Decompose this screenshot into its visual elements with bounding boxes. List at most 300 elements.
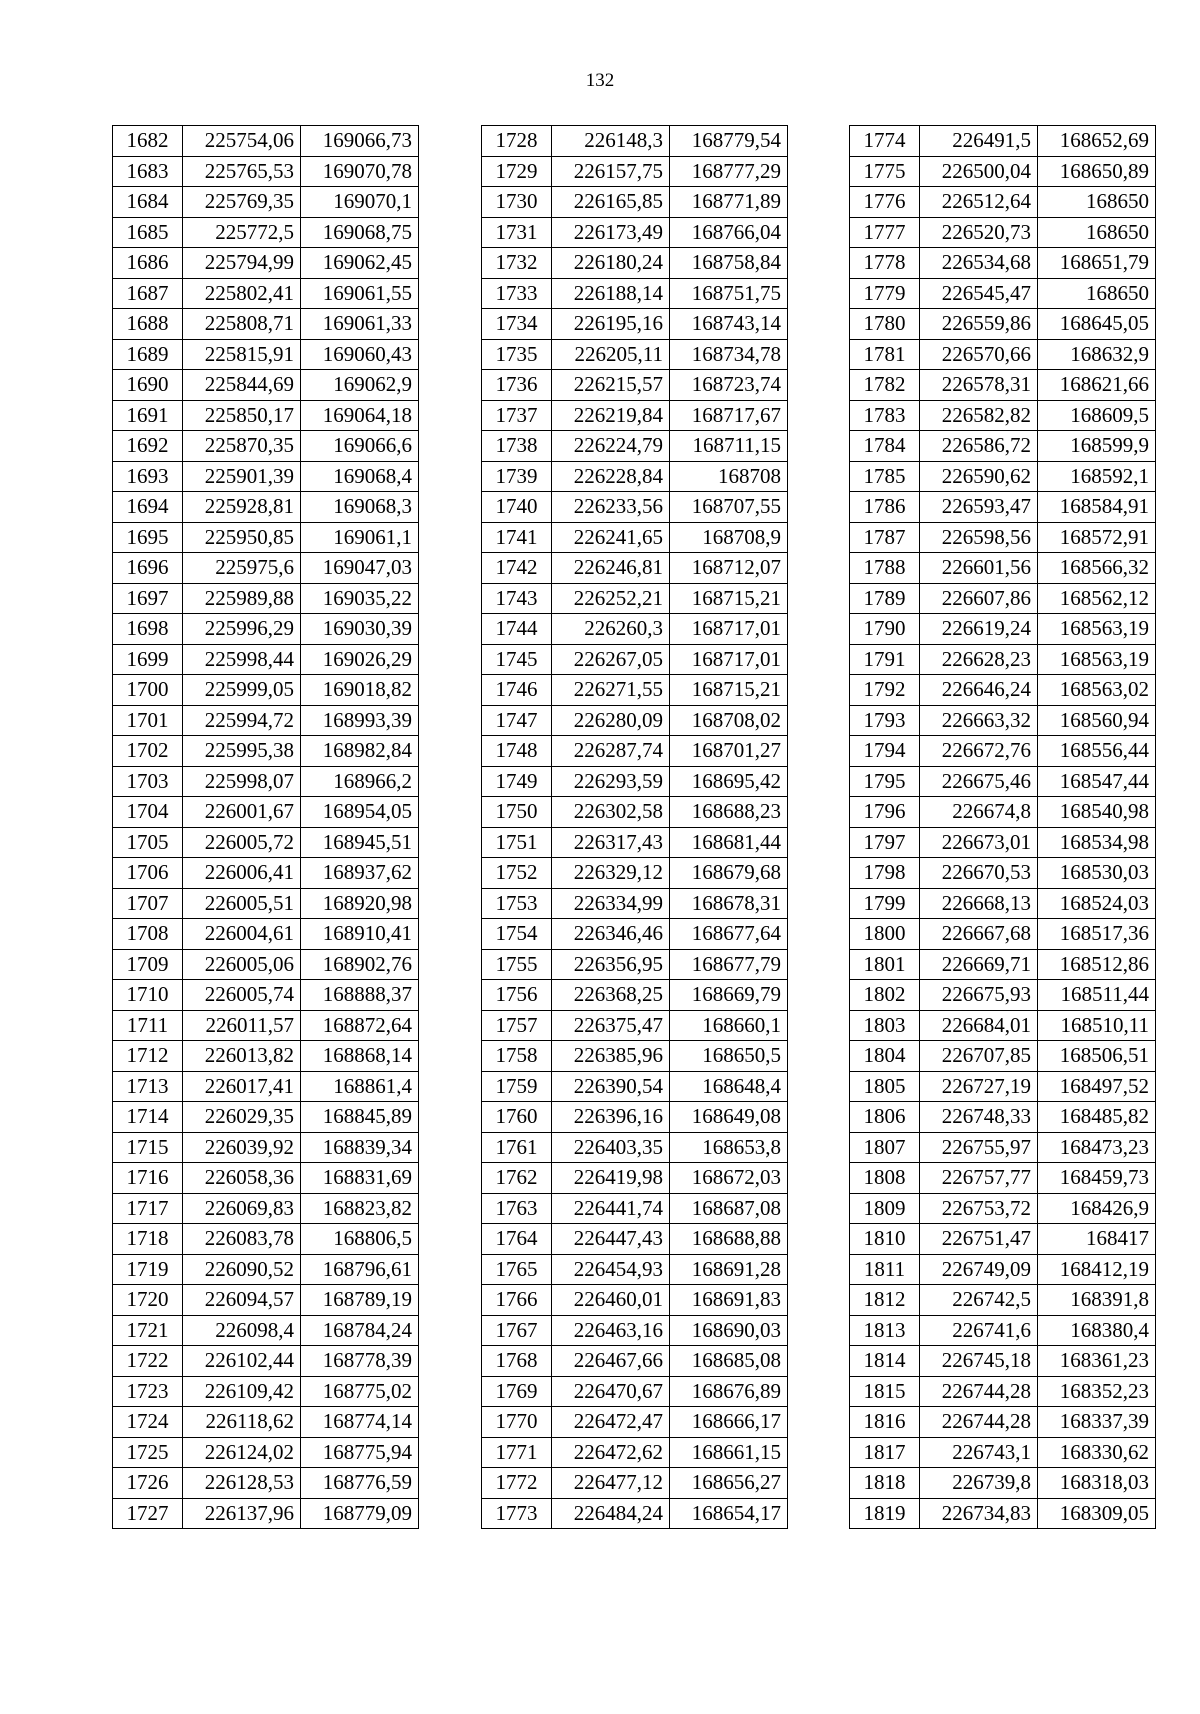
point-number-cell: 1798 (850, 858, 920, 889)
table-row (482, 248, 788, 279)
table-row (850, 1010, 1156, 1041)
y-coordinate-cell: 169064,18 (301, 400, 419, 431)
x-coordinate-cell: 225769,35 (183, 187, 301, 218)
y-coordinate-cell: 169062,9 (301, 370, 419, 401)
table-row (850, 553, 1156, 584)
y-coordinate-cell: 168650,5 (670, 1041, 788, 1072)
x-coordinate-cell: 226463,16 (552, 1315, 670, 1346)
x-coordinate-cell: 226755,97 (920, 1132, 1038, 1163)
point-number-cell: 1770 (482, 1407, 552, 1438)
table-row (482, 675, 788, 706)
point-number-cell: 1764 (482, 1224, 552, 1255)
table-row (113, 217, 419, 248)
y-coordinate-cell: 168775,94 (301, 1437, 419, 1468)
y-coordinate-cell: 168945,51 (301, 827, 419, 858)
x-coordinate-cell: 226590,62 (920, 461, 1038, 492)
x-coordinate-cell: 225975,6 (183, 553, 301, 584)
point-number-cell: 1714 (113, 1102, 183, 1133)
x-coordinate-cell: 226477,12 (552, 1468, 670, 1499)
point-number-cell: 1783 (850, 400, 920, 431)
x-coordinate-cell: 225989,88 (183, 583, 301, 614)
y-coordinate-cell: 168734,78 (670, 339, 788, 370)
y-coordinate-cell: 168497,52 (1038, 1071, 1156, 1102)
x-coordinate-cell: 226271,55 (552, 675, 670, 706)
point-number-cell: 1819 (850, 1498, 920, 1529)
y-coordinate-cell: 169035,22 (301, 583, 419, 614)
x-coordinate-cell: 226109,42 (183, 1376, 301, 1407)
table-row (482, 1468, 788, 1499)
x-coordinate-cell: 226751,47 (920, 1224, 1038, 1255)
point-number-cell: 1790 (850, 614, 920, 645)
point-number-cell: 1771 (482, 1437, 552, 1468)
table-row (850, 400, 1156, 431)
point-number-cell: 1722 (113, 1346, 183, 1377)
table-row (482, 705, 788, 736)
x-coordinate-cell: 226329,12 (552, 858, 670, 889)
x-coordinate-cell: 226460,01 (552, 1285, 670, 1316)
table-row (482, 1254, 788, 1285)
x-coordinate-cell: 226593,47 (920, 492, 1038, 523)
y-coordinate-cell: 168309,05 (1038, 1498, 1156, 1529)
y-coordinate-cell: 168717,67 (670, 400, 788, 431)
table-row (113, 675, 419, 706)
y-coordinate-cell: 168661,15 (670, 1437, 788, 1468)
table-row (113, 705, 419, 736)
x-coordinate-cell: 226667,68 (920, 919, 1038, 950)
point-number-cell: 1738 (482, 431, 552, 462)
x-coordinate-cell: 226118,62 (183, 1407, 301, 1438)
table-row (482, 492, 788, 523)
table-row (850, 126, 1156, 157)
table-row (113, 370, 419, 401)
point-number-cell: 1787 (850, 522, 920, 553)
x-coordinate-cell: 226241,65 (552, 522, 670, 553)
x-coordinate-cell: 225754,06 (183, 126, 301, 157)
point-number-cell: 1721 (113, 1315, 183, 1346)
table-row (113, 431, 419, 462)
table-row (482, 797, 788, 828)
point-number-cell: 1741 (482, 522, 552, 553)
y-coordinate-cell: 168459,73 (1038, 1163, 1156, 1194)
y-coordinate-cell: 168540,98 (1038, 797, 1156, 828)
y-coordinate-cell: 168774,14 (301, 1407, 419, 1438)
x-coordinate-cell: 225850,17 (183, 400, 301, 431)
table-row (113, 1437, 419, 1468)
x-coordinate-cell: 226619,24 (920, 614, 1038, 645)
point-number-cell: 1753 (482, 888, 552, 919)
table-row (482, 583, 788, 614)
point-number-cell: 1778 (850, 248, 920, 279)
x-coordinate-cell: 226006,41 (183, 858, 301, 889)
table-row (113, 1285, 419, 1316)
table-row (113, 1315, 419, 1346)
point-number-cell: 1792 (850, 675, 920, 706)
y-coordinate-cell: 168954,05 (301, 797, 419, 828)
point-number-cell: 1716 (113, 1163, 183, 1194)
point-number-cell: 1789 (850, 583, 920, 614)
y-coordinate-cell: 168412,19 (1038, 1254, 1156, 1285)
y-coordinate-cell: 168650 (1038, 217, 1156, 248)
table-row (850, 919, 1156, 950)
x-coordinate-cell: 226419,98 (552, 1163, 670, 1194)
x-coordinate-cell: 225928,81 (183, 492, 301, 523)
y-coordinate-cell: 168695,42 (670, 766, 788, 797)
table-row (850, 1437, 1156, 1468)
y-coordinate-cell: 168621,66 (1038, 370, 1156, 401)
point-number-cell: 1811 (850, 1254, 920, 1285)
table-row (850, 492, 1156, 523)
table-row (482, 278, 788, 309)
point-number-cell: 1773 (482, 1498, 552, 1529)
coordinate-table-3 (849, 125, 1156, 1529)
point-number-cell: 1705 (113, 827, 183, 858)
point-number-cell: 1761 (482, 1132, 552, 1163)
x-coordinate-cell: 226467,66 (552, 1346, 670, 1377)
y-coordinate-cell: 169061,55 (301, 278, 419, 309)
y-coordinate-cell: 168669,79 (670, 980, 788, 1011)
page-number: 132 (585, 70, 615, 91)
point-number-cell: 1745 (482, 644, 552, 675)
table-row (113, 553, 419, 584)
table-row (482, 980, 788, 1011)
y-coordinate-cell: 168868,14 (301, 1041, 419, 1072)
table-row (113, 644, 419, 675)
table-row (482, 1010, 788, 1041)
point-number-cell: 1736 (482, 370, 552, 401)
y-coordinate-cell: 168584,91 (1038, 492, 1156, 523)
x-coordinate-cell: 225802,41 (183, 278, 301, 309)
x-coordinate-cell: 226741,6 (920, 1315, 1038, 1346)
point-number-cell: 1744 (482, 614, 552, 645)
point-number-cell: 1707 (113, 888, 183, 919)
point-number-cell: 1796 (850, 797, 920, 828)
x-coordinate-cell: 226017,41 (183, 1071, 301, 1102)
x-coordinate-cell: 226385,96 (552, 1041, 670, 1072)
table-row (482, 1071, 788, 1102)
point-number-cell: 1797 (850, 827, 920, 858)
table-row (113, 888, 419, 919)
table-row (850, 278, 1156, 309)
x-coordinate-cell: 226317,43 (552, 827, 670, 858)
x-coordinate-cell: 226570,66 (920, 339, 1038, 370)
y-coordinate-cell: 168688,88 (670, 1224, 788, 1255)
table-row (482, 1163, 788, 1194)
x-coordinate-cell: 226598,56 (920, 522, 1038, 553)
point-number-cell: 1768 (482, 1346, 552, 1377)
x-coordinate-cell: 225794,99 (183, 248, 301, 279)
point-number-cell: 1726 (113, 1468, 183, 1499)
point-number-cell: 1715 (113, 1132, 183, 1163)
x-coordinate-cell: 225772,5 (183, 217, 301, 248)
point-number-cell: 1803 (850, 1010, 920, 1041)
y-coordinate-cell: 168823,82 (301, 1193, 419, 1224)
y-coordinate-cell: 168679,68 (670, 858, 788, 889)
point-number-cell: 1802 (850, 980, 920, 1011)
point-number-cell: 1710 (113, 980, 183, 1011)
point-number-cell: 1766 (482, 1285, 552, 1316)
x-coordinate-cell: 226090,52 (183, 1254, 301, 1285)
y-coordinate-cell: 169061,1 (301, 522, 419, 553)
x-coordinate-cell: 226267,05 (552, 644, 670, 675)
y-coordinate-cell: 169070,78 (301, 156, 419, 187)
y-coordinate-cell: 168672,03 (670, 1163, 788, 1194)
table-row (482, 400, 788, 431)
table-row (850, 980, 1156, 1011)
table-row (482, 919, 788, 950)
x-coordinate-cell: 225870,35 (183, 431, 301, 462)
x-coordinate-cell: 226586,72 (920, 431, 1038, 462)
point-number-cell: 1774 (850, 126, 920, 157)
y-coordinate-cell: 168556,44 (1038, 736, 1156, 767)
x-coordinate-cell: 226246,81 (552, 553, 670, 584)
x-coordinate-cell: 225901,39 (183, 461, 301, 492)
y-coordinate-cell: 168982,84 (301, 736, 419, 767)
y-coordinate-cell: 168707,55 (670, 492, 788, 523)
table-row (850, 736, 1156, 767)
table-row (850, 858, 1156, 889)
table-row (113, 1376, 419, 1407)
point-number-cell: 1729 (482, 156, 552, 187)
y-coordinate-cell: 168676,89 (670, 1376, 788, 1407)
table-row (113, 980, 419, 1011)
x-coordinate-cell: 226441,74 (552, 1193, 670, 1224)
x-coordinate-cell: 226195,16 (552, 309, 670, 340)
y-coordinate-cell: 168563,19 (1038, 644, 1156, 675)
table-row (482, 1346, 788, 1377)
point-number-cell: 1814 (850, 1346, 920, 1377)
y-coordinate-cell: 168517,36 (1038, 919, 1156, 950)
point-number-cell: 1808 (850, 1163, 920, 1194)
y-coordinate-cell: 168512,86 (1038, 949, 1156, 980)
point-number-cell: 1801 (850, 949, 920, 980)
point-number-cell: 1756 (482, 980, 552, 1011)
y-coordinate-cell: 168653,8 (670, 1132, 788, 1163)
table-row (482, 522, 788, 553)
table-row (850, 1346, 1156, 1377)
point-number-cell: 1742 (482, 553, 552, 584)
y-coordinate-cell: 168743,14 (670, 309, 788, 340)
table-row (482, 1498, 788, 1529)
point-number-cell: 1793 (850, 705, 920, 736)
table-row (113, 1102, 419, 1133)
point-number-cell: 1708 (113, 919, 183, 950)
table-row (850, 187, 1156, 218)
point-number-cell: 1749 (482, 766, 552, 797)
table-row (482, 888, 788, 919)
y-coordinate-cell: 168609,5 (1038, 400, 1156, 431)
point-number-cell: 1755 (482, 949, 552, 980)
x-coordinate-cell: 226287,74 (552, 736, 670, 767)
x-coordinate-cell: 225999,05 (183, 675, 301, 706)
table-row (850, 1285, 1156, 1316)
point-number-cell: 1688 (113, 309, 183, 340)
y-coordinate-cell: 168563,19 (1038, 614, 1156, 645)
point-number-cell: 1690 (113, 370, 183, 401)
x-coordinate-cell: 226545,47 (920, 278, 1038, 309)
x-coordinate-cell: 226472,62 (552, 1437, 670, 1468)
x-coordinate-cell: 226742,5 (920, 1285, 1038, 1316)
x-coordinate-cell: 226707,85 (920, 1041, 1038, 1072)
y-coordinate-cell: 168776,59 (301, 1468, 419, 1499)
y-coordinate-cell: 168779,09 (301, 1498, 419, 1529)
y-coordinate-cell: 168872,64 (301, 1010, 419, 1041)
point-number-cell: 1719 (113, 1254, 183, 1285)
y-coordinate-cell: 168563,02 (1038, 675, 1156, 706)
x-coordinate-cell: 226228,84 (552, 461, 670, 492)
x-coordinate-cell: 226368,25 (552, 980, 670, 1011)
y-coordinate-cell: 168712,07 (670, 553, 788, 584)
y-coordinate-cell: 168708 (670, 461, 788, 492)
x-coordinate-cell: 226005,74 (183, 980, 301, 1011)
y-coordinate-cell: 168560,94 (1038, 705, 1156, 736)
y-coordinate-cell: 168789,19 (301, 1285, 419, 1316)
point-number-cell: 1686 (113, 248, 183, 279)
x-coordinate-cell: 226745,18 (920, 1346, 1038, 1377)
x-coordinate-cell: 226663,32 (920, 705, 1038, 736)
y-coordinate-cell: 168660,1 (670, 1010, 788, 1041)
table-row (113, 187, 419, 218)
x-coordinate-cell: 226124,02 (183, 1437, 301, 1468)
y-coordinate-cell: 168632,9 (1038, 339, 1156, 370)
point-number-cell: 1810 (850, 1224, 920, 1255)
x-coordinate-cell: 225808,71 (183, 309, 301, 340)
point-number-cell: 1818 (850, 1468, 920, 1499)
table-row (850, 1468, 1156, 1499)
point-number-cell: 1725 (113, 1437, 183, 1468)
x-coordinate-cell: 226672,76 (920, 736, 1038, 767)
x-coordinate-cell: 226674,8 (920, 797, 1038, 828)
x-coordinate-cell: 226500,04 (920, 156, 1038, 187)
table-row (482, 217, 788, 248)
y-coordinate-cell: 168758,84 (670, 248, 788, 279)
table-row (850, 1254, 1156, 1285)
table-row (482, 858, 788, 889)
y-coordinate-cell: 169061,33 (301, 309, 419, 340)
table-row (113, 1071, 419, 1102)
point-number-cell: 1734 (482, 309, 552, 340)
y-coordinate-cell: 168777,29 (670, 156, 788, 187)
y-coordinate-cell: 168751,75 (670, 278, 788, 309)
point-number-cell: 1765 (482, 1254, 552, 1285)
x-coordinate-cell: 226749,09 (920, 1254, 1038, 1285)
y-coordinate-cell: 168506,51 (1038, 1041, 1156, 1072)
x-coordinate-cell: 226252,21 (552, 583, 670, 614)
point-number-cell: 1735 (482, 339, 552, 370)
x-coordinate-cell: 226069,83 (183, 1193, 301, 1224)
y-coordinate-cell: 168656,27 (670, 1468, 788, 1499)
y-coordinate-cell: 168677,64 (670, 919, 788, 950)
point-number-cell: 1752 (482, 858, 552, 889)
point-number-cell: 1704 (113, 797, 183, 828)
y-coordinate-cell: 168685,08 (670, 1346, 788, 1377)
y-coordinate-cell: 168688,23 (670, 797, 788, 828)
point-number-cell: 1794 (850, 736, 920, 767)
x-coordinate-cell: 225998,07 (183, 766, 301, 797)
y-coordinate-cell: 168534,98 (1038, 827, 1156, 858)
point-number-cell: 1779 (850, 278, 920, 309)
y-coordinate-cell: 168910,41 (301, 919, 419, 950)
table-row (850, 888, 1156, 919)
y-coordinate-cell: 168511,44 (1038, 980, 1156, 1011)
table-row (113, 461, 419, 492)
y-coordinate-cell: 168530,03 (1038, 858, 1156, 889)
y-coordinate-cell: 168779,54 (670, 126, 788, 157)
table-row (482, 1376, 788, 1407)
table-row (113, 827, 419, 858)
table-row (850, 248, 1156, 279)
x-coordinate-cell: 226013,82 (183, 1041, 301, 1072)
point-number-cell: 1812 (850, 1285, 920, 1316)
y-coordinate-cell: 168650 (1038, 278, 1156, 309)
table-row (482, 1041, 788, 1072)
y-coordinate-cell: 169068,4 (301, 461, 419, 492)
x-coordinate-cell: 226001,67 (183, 797, 301, 828)
y-coordinate-cell: 168701,27 (670, 736, 788, 767)
point-number-cell: 1815 (850, 1376, 920, 1407)
table-row (113, 156, 419, 187)
y-coordinate-cell: 168993,39 (301, 705, 419, 736)
y-coordinate-cell: 168839,34 (301, 1132, 419, 1163)
point-number-cell: 1693 (113, 461, 183, 492)
table-row (113, 309, 419, 340)
point-number-cell: 1724 (113, 1407, 183, 1438)
table-row (482, 187, 788, 218)
x-coordinate-cell: 226739,8 (920, 1468, 1038, 1499)
y-coordinate-cell: 168645,05 (1038, 309, 1156, 340)
y-coordinate-cell: 168391,8 (1038, 1285, 1156, 1316)
x-coordinate-cell: 226578,31 (920, 370, 1038, 401)
y-coordinate-cell: 168648,4 (670, 1071, 788, 1102)
point-number-cell: 1709 (113, 949, 183, 980)
point-number-cell: 1733 (482, 278, 552, 309)
point-number-cell: 1687 (113, 278, 183, 309)
table-row (850, 614, 1156, 645)
table-row (113, 736, 419, 767)
point-number-cell: 1698 (113, 614, 183, 645)
x-coordinate-cell: 226727,19 (920, 1071, 1038, 1102)
x-coordinate-cell: 226137,96 (183, 1498, 301, 1529)
y-coordinate-cell: 168717,01 (670, 614, 788, 645)
x-coordinate-cell: 225815,91 (183, 339, 301, 370)
x-coordinate-cell: 226748,33 (920, 1102, 1038, 1133)
point-number-cell: 1786 (850, 492, 920, 523)
table-row (482, 1132, 788, 1163)
point-number-cell: 1781 (850, 339, 920, 370)
x-coordinate-cell: 226302,58 (552, 797, 670, 828)
table-row (113, 614, 419, 645)
table-row (482, 1102, 788, 1133)
x-coordinate-cell: 226293,59 (552, 766, 670, 797)
point-number-cell: 1806 (850, 1102, 920, 1133)
point-number-cell: 1684 (113, 187, 183, 218)
point-number-cell: 1763 (482, 1193, 552, 1224)
table-row (113, 1468, 419, 1499)
point-number-cell: 1788 (850, 553, 920, 584)
point-number-cell: 1776 (850, 187, 920, 218)
y-coordinate-cell: 168845,89 (301, 1102, 419, 1133)
table-row (113, 522, 419, 553)
x-coordinate-cell: 226454,93 (552, 1254, 670, 1285)
x-coordinate-cell: 226744,28 (920, 1407, 1038, 1438)
point-number-cell: 1782 (850, 370, 920, 401)
x-coordinate-cell: 226534,68 (920, 248, 1038, 279)
x-coordinate-cell: 226260,3 (552, 614, 670, 645)
x-coordinate-cell: 225998,44 (183, 644, 301, 675)
y-coordinate-cell: 168547,44 (1038, 766, 1156, 797)
table-row (850, 797, 1156, 828)
table-row (482, 156, 788, 187)
y-coordinate-cell: 168831,69 (301, 1163, 419, 1194)
